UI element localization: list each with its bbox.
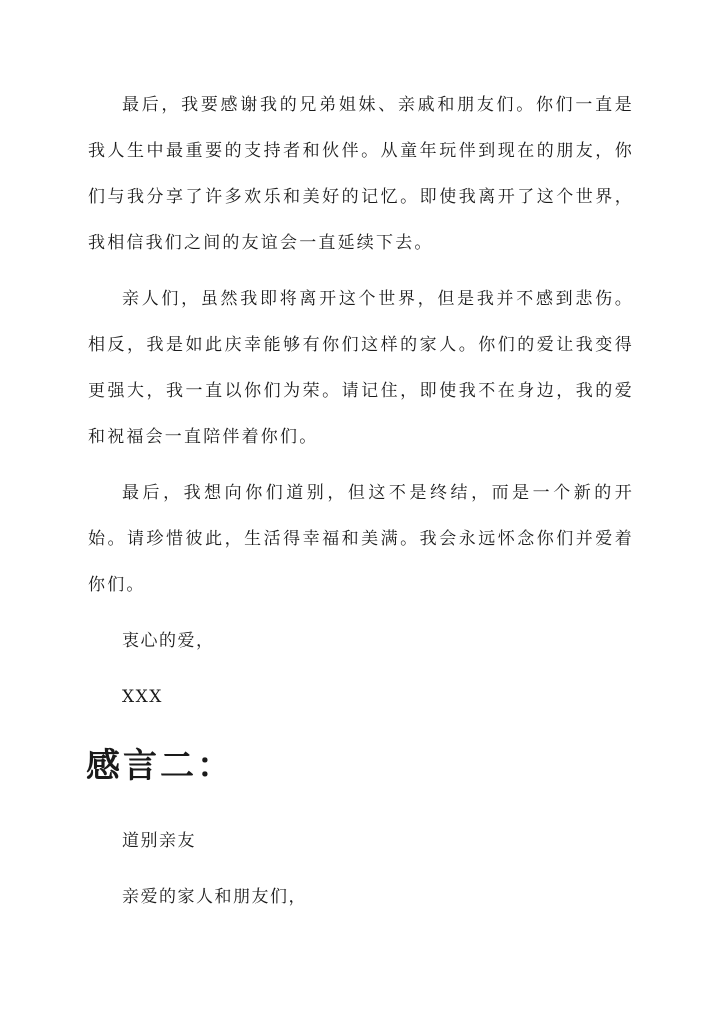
section-heading: 感言二： [86, 746, 234, 786]
document-page [88, 82, 634, 930]
body-paragraph: 最后，我要感谢我的兄弟姐妹、亲戚和朋友们。你们一直是我人生中最重要的支持者和伙伴。从童年玩伴到现在的朋友，你们与我分享了许多欢乐和美好的记忆。即使我离开了这个世界，我相信我们之间的友谊会一直延续下去。 [88, 95, 634, 253]
body-paragraph: 亲人们，虽然我即将离开这个世界，但是我并不感到悲伤。相反，我是如此庆幸能够有你们这样的家人。你们的爱让我变得更强大，我一直以你们为荣。请记住，即使我不在身边，我的爱和祝福会一直陪伴着你们。 [88, 289, 634, 447]
greeting-line: 亲爱的家人和朋友们， [122, 887, 307, 907]
signature: XXX [122, 687, 163, 707]
closing-line: 衷心的爱， [122, 631, 215, 651]
body-paragraph: 最后，我想向你们道别，但这不是终结，而是一个新的开始。请珍惜彼此，生活得幸福和美满。我会永远怀念你们并爱着你们。 [88, 483, 634, 595]
section-title: 道别亲友 [122, 831, 196, 851]
